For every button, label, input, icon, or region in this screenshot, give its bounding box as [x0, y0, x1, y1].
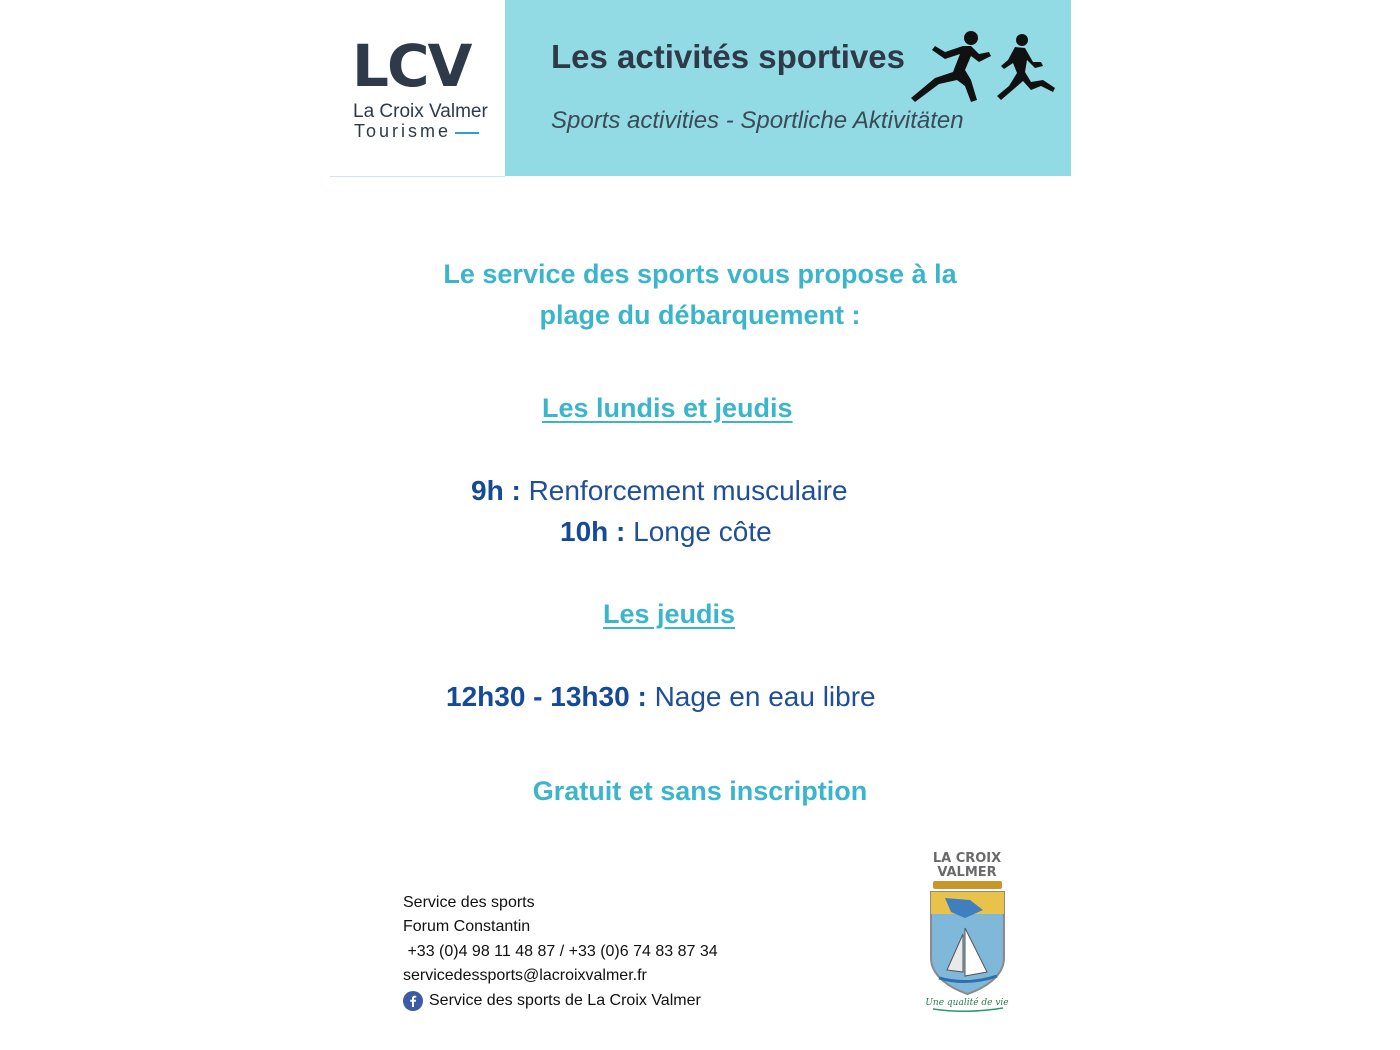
intro-line-2: plage du débarquement : [539, 300, 861, 330]
free-note: Gratuit et sans inscription [532, 776, 868, 806]
contact-block [403, 891, 718, 1013]
intro-text [400, 254, 1000, 336]
facebook-label: Service des sports de La Croix Valmer [429, 991, 701, 1009]
section-heading-mon-thu: Les lundis et jeudis [542, 393, 793, 423]
lcv-logo-sub: Tourisme [354, 121, 452, 141]
crest-top-2: VALMER [937, 865, 997, 880]
contact-service: Service des sports [403, 894, 535, 911]
crest-icon [925, 848, 1010, 1018]
page-subtitle: Sports activities - Sportliche Aktivitäten [551, 107, 964, 134]
schedule-time: 12h30 - 13h30 : [446, 681, 647, 712]
lcv-logo-mark: LCV [352, 32, 471, 100]
crest-top-1: LA CROIX [932, 851, 1002, 866]
page-title: Les activités sportives [551, 38, 906, 75]
schedule-activity: Renforcement musculaire [528, 475, 848, 506]
runners-icon [905, 26, 1060, 106]
facebook-link[interactable] [403, 989, 718, 1013]
contact-place: Forum Constantin [403, 918, 531, 936]
section-heading-thu: Les jeudis [603, 599, 736, 629]
schedule-item [471, 475, 848, 507]
schedule-time: 9h : [471, 475, 521, 506]
intro-line-1: Le service des sports vous propose à la [443, 259, 957, 289]
schedule-item [446, 681, 876, 713]
schedule-time: 10h : [560, 516, 626, 547]
crest-motto: Une qualité de vie [925, 998, 1009, 1008]
schedule-activity: Longe côte [633, 516, 772, 547]
facebook-icon [403, 991, 423, 1011]
schedule-activity: Nage en eau libre [654, 681, 876, 712]
lcv-logo-name: La Croix Valmer [353, 101, 488, 122]
schedule-item [560, 516, 772, 548]
contact-phones: +33 (0)4 98 11 48 87 / +33 (0)6 74 83 87 34 [403, 942, 718, 960]
lcv-logo-dash [455, 132, 479, 134]
contact-email[interactable]: servicedessports@lacroixvalmer.fr [403, 967, 647, 985]
